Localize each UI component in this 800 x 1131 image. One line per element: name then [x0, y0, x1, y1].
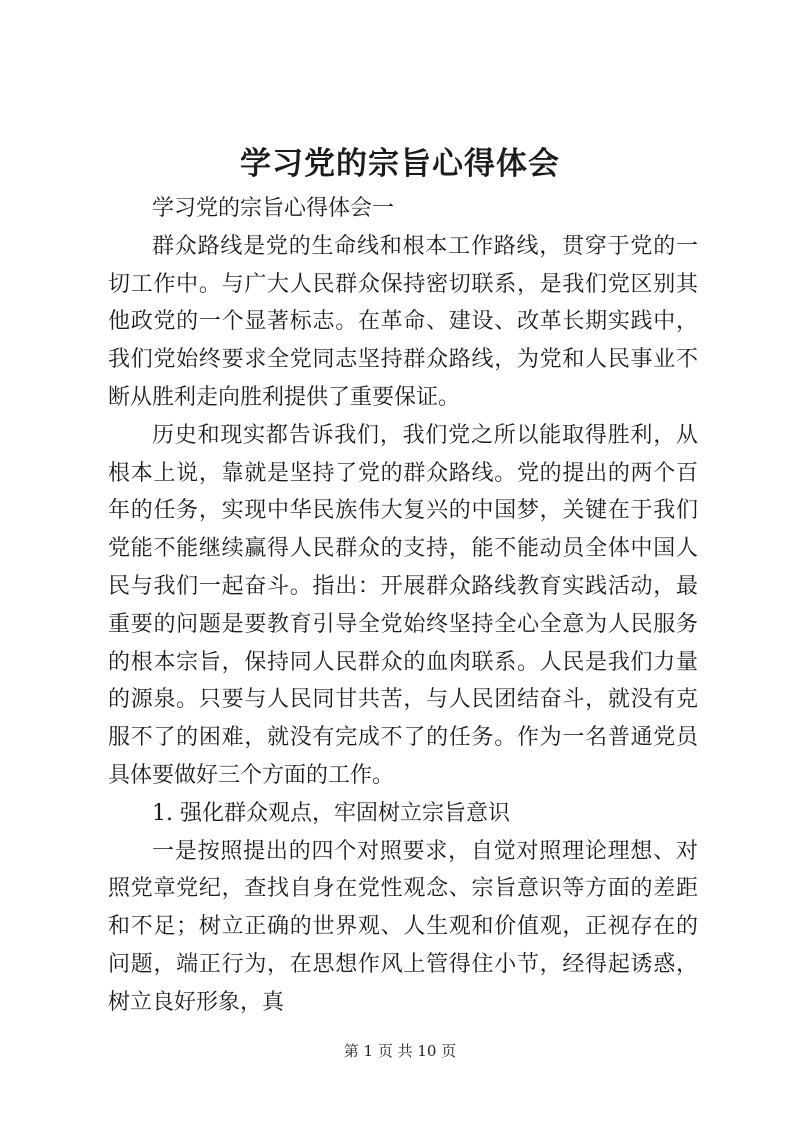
document-title: 学习党的宗旨心得体会 — [240, 146, 560, 182]
section-heading: 1. 强化群众观点，牢固树立宗旨意识 — [152, 800, 510, 826]
paragraph-1: 群众路线是党的生命线和根本工作路线，贯穿于党的一切工作中。与广大人民群众保持密切联系，是我们党区别其他政党的一个显著标志。在革命、建设、改革长期实践中，我们党始终要求全党同志坚持群众路线，为党和人民事业不断从胜利走向胜利提供了重要保证。 — [108, 233, 698, 410]
document-subtitle: 学习党的宗旨心得体会一 — [152, 196, 395, 221]
section-paragraph: 一是按照提出的四个对照要求，自觉对照理论理想、对照党章党纪，查找自身在党性观念、宗旨意识等方面的差距和不足；树立正确的世界观、人生观和价值观，正视存在的问题，端正行为，在思想作风上管得住小节，经得起诱惑，树立良好形象，真 — [108, 838, 698, 1015]
page-number: 第 1 页 共 10 页 — [343, 1042, 457, 1060]
paragraph-2: 历史和现实都告诉我们，我们党之所以能取得胜利，从根本上说，靠就是坚持了党的群众路线。党的提出的两个百年的任务，实现中华民族伟大复兴的中国梦，关键在于我们党能不能继续赢得人民群众的支持，能不能动员全体中国人民与我们一起奋斗。指出：开展群众路线教育实践活动，最重要的问题是要教育引导全党始终坚持全心全意为人民服务的根本宗旨，保持同人民群众的血肉联系。人民是我们力量的源泉。只要与人民同甘共苦，与人民团结奋斗，就没有克服不了的困难，就没有完成不了的任务。作为一名普通党员具体要做好三个方面的工作。 — [108, 422, 698, 788]
document-body — [108, 190, 698, 1022]
